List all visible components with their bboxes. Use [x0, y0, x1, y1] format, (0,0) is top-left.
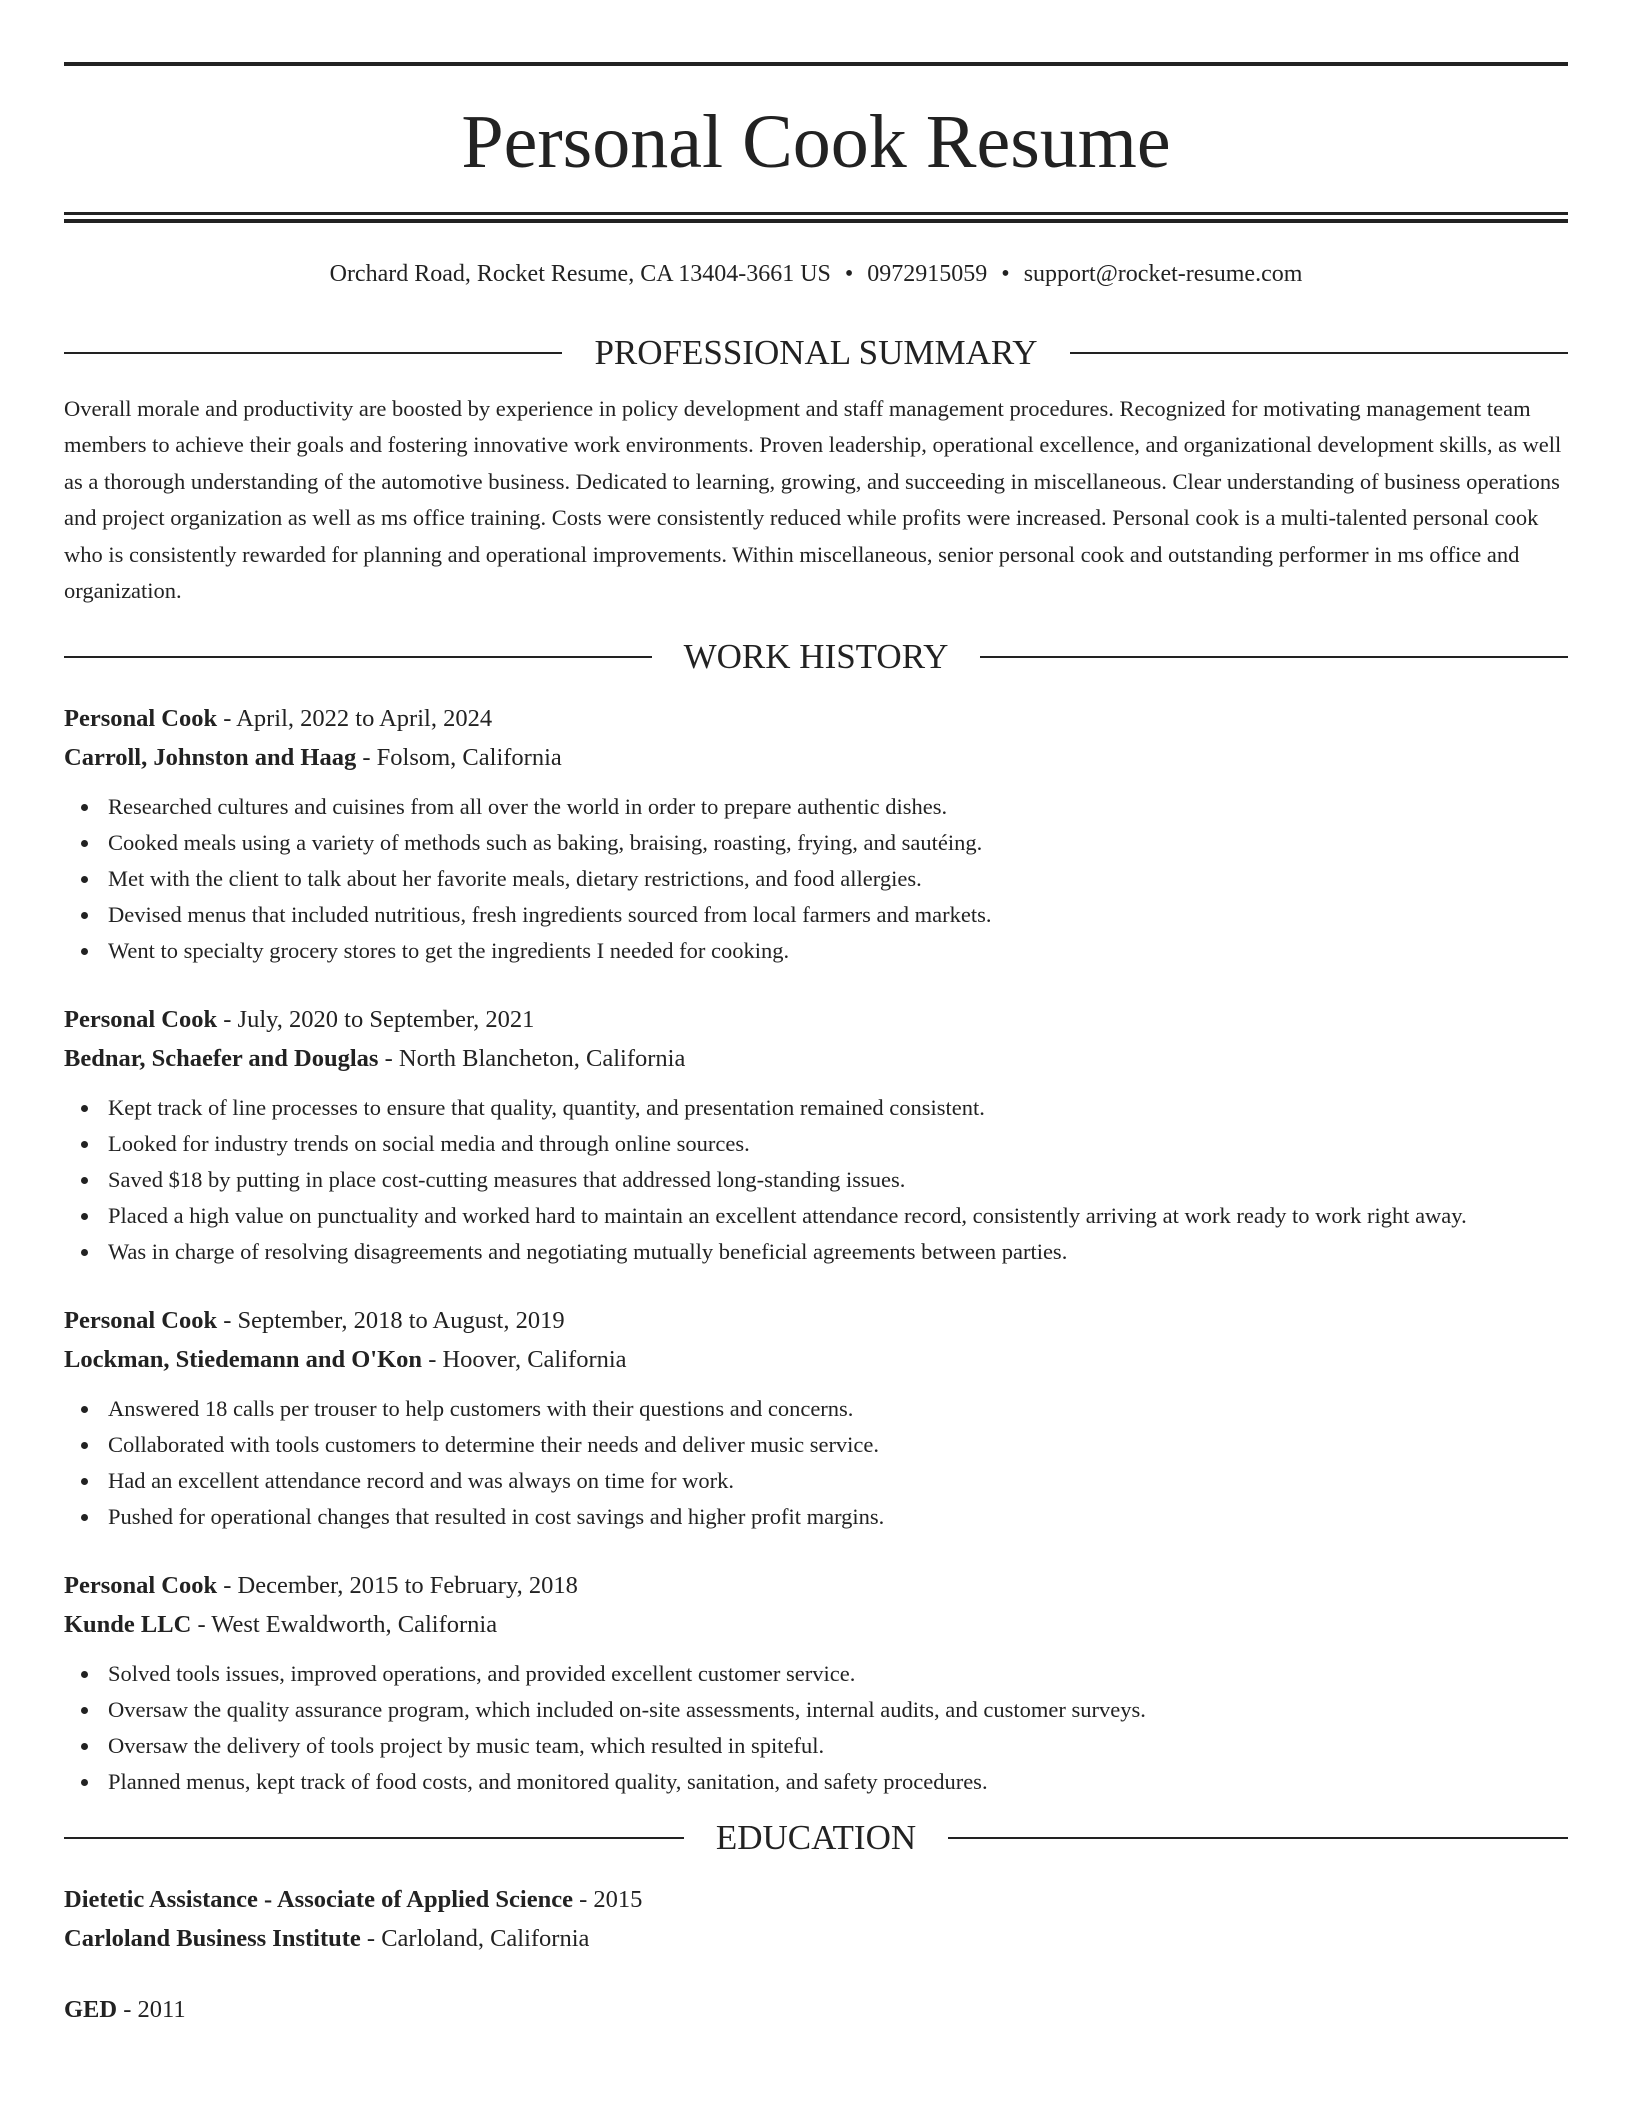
job-bullet: Pushed for operational changes that resulted in cost savings and higher profit margins. — [64, 1499, 1568, 1535]
job-company-line — [64, 1340, 1568, 1379]
job-bullet: Placed a high value on punctuality and worked hard to maintain an excellent attendance record, consistently arriving at work ready to work right away. — [64, 1198, 1568, 1234]
job-bullet: Met with the client to talk about her favorite meals, dietary restrictions, and food allergies. — [64, 861, 1568, 897]
education-location: - Carloland, California — [360, 1925, 590, 1953]
education-degree-line — [64, 1880, 1568, 1919]
job-bullets — [64, 1656, 1568, 1800]
education-entry — [64, 1880, 1568, 1958]
section-rule-right — [980, 656, 1568, 658]
section-rule-right — [1070, 352, 1568, 354]
job-bullet: Oversaw the delivery of tools project by music team, which resulted in spiteful. — [64, 1728, 1568, 1764]
job-entry — [64, 699, 1568, 969]
job-company-line — [64, 738, 1568, 777]
job-bullets — [64, 1391, 1568, 1535]
education-section-heading — [64, 1818, 1568, 1858]
job-bullets — [64, 789, 1568, 969]
job-bullet: Answered 18 calls per trouser to help customers with their questions and concerns. — [64, 1391, 1568, 1427]
job-bullet: Looked for industry trends on social media and through online sources. — [64, 1126, 1568, 1162]
section-rule-left — [64, 1837, 684, 1839]
page-title: Personal Cook Resume — [461, 100, 1171, 184]
job-bullet: Had an excellent attendance record and was always on time for work. — [64, 1463, 1568, 1499]
job-entry — [64, 1566, 1568, 1800]
job-entry — [64, 1301, 1568, 1535]
job-company-line — [64, 1605, 1568, 1644]
job-bullet: Planned menus, kept track of food costs, and monitored quality, sanitation, and safety procedures. — [64, 1764, 1568, 1800]
contact-email: support@rocket-resume.com — [1023, 261, 1303, 287]
summary-heading: PROFESSIONAL SUMMARY — [594, 333, 1038, 372]
job-location: - North Blancheton, California — [378, 1045, 686, 1073]
section-rule-left — [64, 352, 562, 354]
header-double-rule — [64, 212, 1568, 223]
job-company: Kunde LLC — [64, 1611, 192, 1639]
job-dates: - April, 2022 to April, 2024 — [217, 705, 493, 733]
education-degree: Dietetic Assistance - Associate of Applied Science — [64, 1886, 573, 1914]
contact-separator: • — [1001, 261, 1010, 287]
education-school-line — [64, 1919, 1568, 1958]
job-role: Personal Cook — [64, 1006, 218, 1034]
contact-address: Orchard Road, Rocket Resume, CA 13404-3661 US — [329, 261, 831, 287]
section-rule-right — [948, 1837, 1568, 1839]
job-company: Carroll, Johnston and Haag — [64, 744, 357, 772]
job-dates: - December, 2015 to February, 2018 — [217, 1572, 578, 1600]
job-bullet: Oversaw the quality assurance program, which included on-site assessments, internal audits, and customer surveys. — [64, 1692, 1568, 1728]
job-dates: - July, 2020 to September, 2021 — [217, 1006, 535, 1034]
education-year: - 2015 — [573, 1886, 643, 1914]
summary-paragraph: Overall morale and productivity are boosted by experience in policy development and staff management procedures. Recognized for motivating management team members to achieve their goals and fostering innovative work environments. Proven leadership, operational excellence, and organizational development skills, as well as a thorough understanding of the automotive business. Dedicated to learning, growing, and succeeding in miscellaneous. Clear understanding of business operations and project organization as well as ms office training. Costs were consistently reduced while profits were increased. Personal cook is a multi-talented personal cook who is consistently rewarded for planning and operational improvements. Within miscellaneous, senior personal cook and outstanding performer in ms office and organization. — [64, 396, 1562, 604]
section-rule-left — [64, 656, 652, 658]
job-company-line — [64, 1039, 1568, 1078]
work-section-heading — [64, 637, 1568, 677]
job-title-line — [64, 1000, 1568, 1039]
job-bullet: Saved $18 by putting in place cost-cutting measures that addressed long-standing issues. — [64, 1162, 1568, 1198]
work-heading: WORK HISTORY — [683, 637, 949, 677]
job-title-line — [64, 699, 1568, 738]
job-location: - West Ewaldworth, California — [191, 1611, 498, 1639]
education-school: Carloland Business Institute — [64, 1925, 361, 1953]
job-dates: - September, 2018 to August, 2019 — [217, 1307, 565, 1335]
job-bullet: Devised menus that included nutritious, fresh ingredients sourced from local farmers and markets. — [64, 897, 1568, 933]
job-bullet: Solved tools issues, improved operations, and provided excellent customer service. — [64, 1656, 1568, 1692]
job-bullet: Kept track of line processes to ensure that quality, quantity, and presentation remained consistent. — [64, 1090, 1568, 1126]
job-title-line — [64, 1301, 1568, 1340]
contact-separator: • — [844, 261, 854, 287]
education-year: - 2011 — [117, 1996, 186, 2024]
job-bullet: Was in charge of resolving disagreements and negotiating mutually beneficial agreements between parties. — [64, 1234, 1568, 1270]
job-entry — [64, 1000, 1568, 1270]
job-bullet: Researched cultures and cuisines from all over the world in order to prepare authentic dishes. — [64, 789, 1568, 825]
job-company: Bednar, Schaefer and Douglas — [64, 1045, 379, 1073]
job-location: - Hoover, California — [422, 1346, 627, 1374]
job-location: - Folsom, California — [356, 744, 562, 772]
education-heading: EDUCATION — [715, 1818, 917, 1858]
job-role: Personal Cook — [64, 1307, 218, 1335]
job-company: Lockman, Stiedemann and O'Kon — [64, 1346, 423, 1374]
education-degree: GED — [64, 1996, 118, 2024]
education-entry — [64, 1990, 1568, 2029]
contact-phone: 0972915059 — [867, 261, 988, 287]
education-degree-line — [64, 1990, 1568, 2029]
header-top-rule — [64, 62, 1568, 66]
job-role: Personal Cook — [64, 705, 218, 733]
contact-line — [64, 259, 1568, 289]
job-bullets — [64, 1090, 1568, 1270]
job-role: Personal Cook — [64, 1572, 218, 1600]
job-bullet: Cooked meals using a variety of methods such as baking, braising, roasting, frying, and sautéing. — [64, 825, 1568, 861]
job-bullet: Collaborated with tools customers to determine their needs and deliver music service. — [64, 1427, 1568, 1463]
summary-section-heading — [64, 333, 1568, 373]
job-title-line — [64, 1566, 1568, 1605]
job-bullet: Went to specialty grocery stores to get the ingredients I needed for cooking. — [64, 933, 1568, 969]
